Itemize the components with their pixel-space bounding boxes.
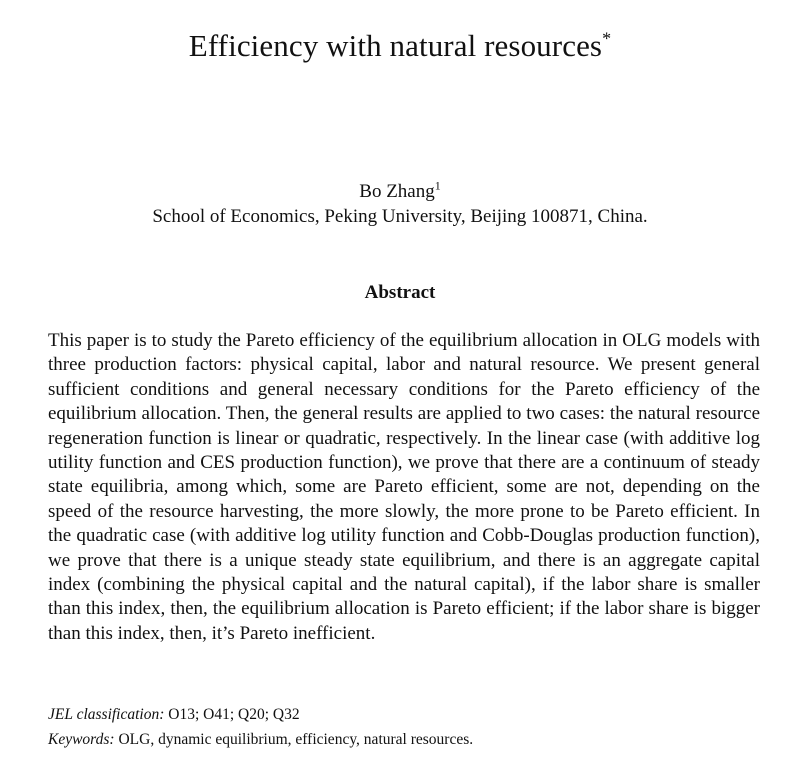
author-affiliation: School of Economics, Peking University, Beijing 100871, China. [152, 206, 648, 227]
keywords-values: OLG, dynamic equilibrium, efficiency, natural resources. [118, 731, 474, 748]
jel-label: JEL classification: [48, 706, 165, 723]
abstract-body: This paper is to study the Pareto efficiency of the equilibrium allocation in OLG models with three production factors: physical capital, labor and natural resource. We present general sufficient conditions and general necessary conditions for the Pareto efficiency of the equilibrium allocation. Then, the general results are applied to two cases: the natural resource regeneration function is linear or quadratic, respectively. In the linear case (with additive log utility function and CES production function), we prove that there are a continuum of steady state equilibria, among which, some are Pareto efficient, some are not, depending on the speed of the resource harvesting, the more slowly, the more prone to be Pareto efficient. In the quadratic case (with additive log utility function and Cobb-Douglas production function), we prove that there is a unique steady state equilibrium, and there is an aggregate capital index (combining the physical capital and the natural capital), if the labor share is smaller than this index, then, the equilibrium allocation is Pareto efficient; if the labor share is bigger than this index, then, it’s Pareto inefficient. [48, 330, 760, 644]
paper-title [0, 28, 800, 64]
jel-classification [48, 706, 760, 724]
abstract-heading: Abstract [364, 282, 436, 303]
keywords [48, 731, 760, 749]
jel-codes: O13; O41; Q20; Q32 [168, 706, 300, 723]
paper-title-text: Efficiency with natural resources [188, 28, 603, 63]
author-name: Bo Zhang [359, 181, 435, 202]
author-line [0, 178, 800, 203]
title-footnote-mark[interactable]: * [602, 28, 612, 49]
keywords-label: Keywords: [48, 731, 115, 748]
author-footnote-mark[interactable]: 1 [434, 178, 441, 193]
